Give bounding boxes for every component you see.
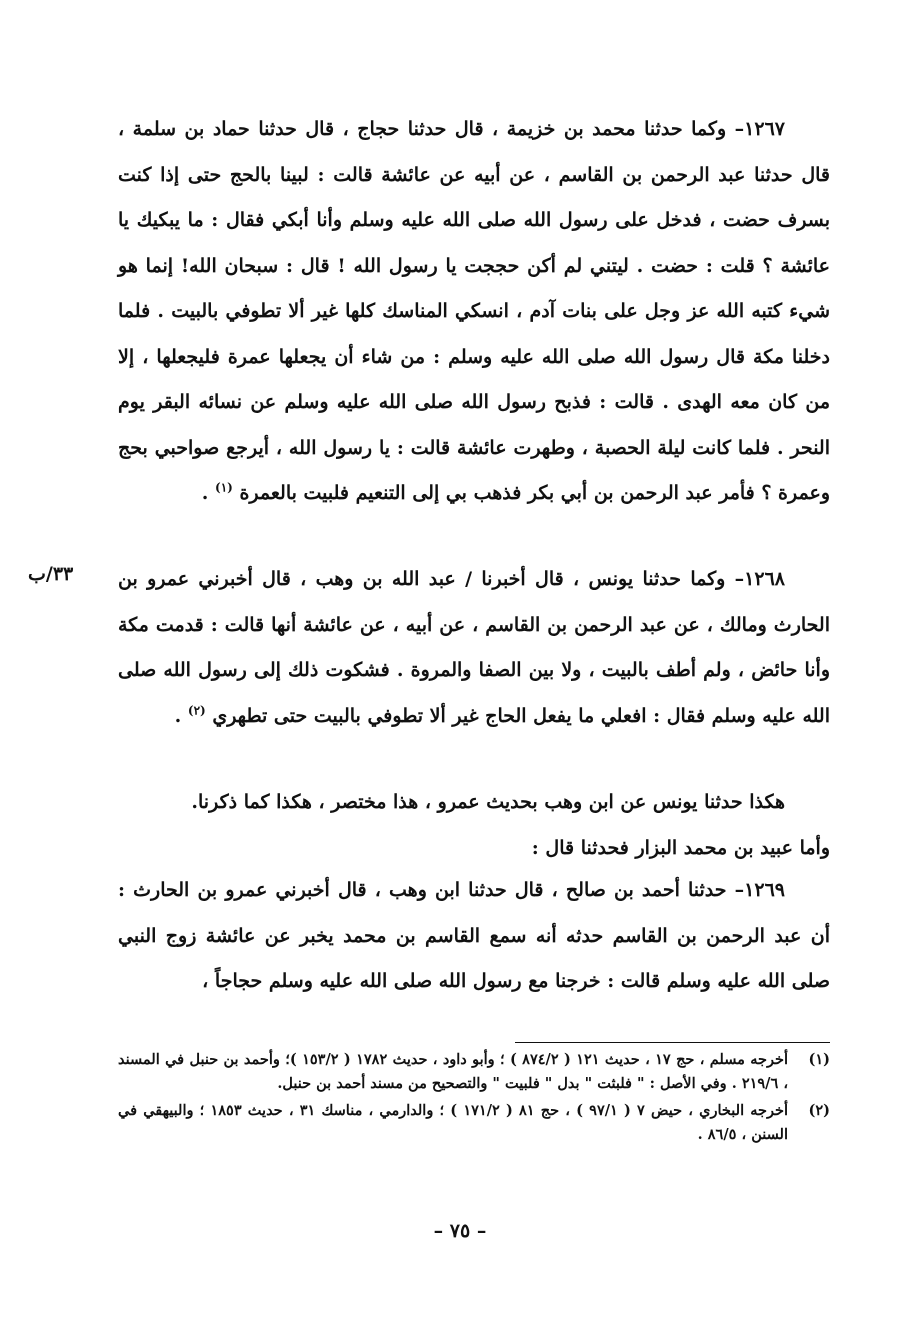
- footnote-mark: (١): [808, 1051, 830, 1068]
- hadith-end: .: [201, 482, 215, 504]
- hadith-1267: [118, 107, 830, 517]
- footnotes: [118, 1048, 830, 1150]
- footnote-2: [118, 1099, 830, 1146]
- hadith-1269: [118, 868, 830, 1005]
- commentary-line-1: هكذا حدثنا يونس عن ابن وهب بحديث عمرو ، هذا مختصر ، هكذا كما ذكرنا.: [191, 791, 785, 813]
- hadith-number: ١٢٦٨–: [734, 568, 785, 590]
- footnote-text: أخرجه مسلم ، حج ١٧ ، حديث ١٢١ ( ٨٧٤/٢ ) ؛ وأبو داود ، حديث ١٧٨٢ ( ١٥٣/٢ )؛ وأحمد بن حنبل في المسند ، ٢١٩/٦ . وفي الأصل : " فلبثت " بدل " فلبيت " والتصحيح من مسند أحمد بن حنبل.: [118, 1051, 788, 1092]
- footnote-reference: (١): [215, 480, 233, 495]
- hadith-number: ١٢٦٩–: [734, 879, 785, 901]
- footnote-text: أخرجه البخاري ، حيض ٧ ( ٩٧/١ ) ، حج ٨١ ( ١٧١/٢ ) ؛ والدارمي ، مناسك ٣١ ، حديث ١٨٥٣ ؛ والبيهقي في السنن ، ٨٦/٥ .: [118, 1102, 789, 1143]
- footnote-mark: (٢): [808, 1102, 830, 1119]
- hadith-text: وكما حدثنا يونس ، قال أخبرنا / عبد الله بن وهب ، قال أخبرني عمرو بن الحارث ومالك ، عن عبد الرحمن بن القاسم ، عن أبيه ، عن عائشة أنها قالت : قدمت مكة وأنا حائض ، ولم أطف بالبيت ، ولا بين الصفا والمروة . فشكوت ذلك إلى رسول الله صلى الله عليه وسلم فقال : افعلي ما يفعل الحاج غير ألا تطوفي بالبيت حتى تطهري: [118, 568, 830, 727]
- page-number: – ٧٥ –: [433, 1220, 487, 1242]
- margin-folio-note: ٣٣/ب: [28, 563, 74, 585]
- hadith-text: حدثنا أحمد بن صالح ، قال حدثنا ابن وهب ، قال أخبرني عمرو بن الحارث : أن عبد الرحمن بن القاسم حدثه أنه سمع القاسم بن محمد يخبر عن عائشة زوج النبي صلى الله عليه وسلم قالت : خرجنا مع رسول الله صلى الله عليه وسلم حجاجاً ،: [118, 879, 830, 992]
- hadith-text: وكما حدثنا محمد بن خزيمة ، قال حدثنا حجاج ، قال حدثنا حماد بن سلمة ، قال حدثنا عبد الرحمن بن القاسم ، عن أبيه عن عائشة قالت : لبينا بالحج حتى إذا كنت بسرف حضت ، فدخل على رسول الله صلى الله عليه وسلم وأنا أبكي فقال : ما يبكيك يا عائشة ؟ قلت : حضت . ليتني لم أكن حججت يا رسول الله ! قال : سبحان الله! إنما هو شيء كتبه الله عز وجل على بنات آدم ، انسكي المناسك كلها غير ألا تطوفي بالبيت . فلما دخلنا مكة قال رسول الله صلى الله عليه وسلم : من شاء أن يجعلها عمرة فليجعلها ، إلا من كان معه الهدى . قالت : فذبح رسول الله صلى الله عليه وسلم عن نسائه البقر يوم النحر . فلما كانت ليلة الحصبة ، وطهرت عائشة قالت : يا رسول الله ، أيرجع صواحبي بحج وعمرة ؟ فأمر عبد الرحمن بن أبي بكر فذهب بي إلى التنعيم فلبيت بالعمرة: [118, 118, 830, 504]
- commentary-line-2: وأما عبيد بن محمد البزار فحدثنا قال :: [531, 836, 830, 859]
- footnote-1: [118, 1048, 830, 1095]
- commentary: [118, 780, 830, 871]
- footnote-separator: [515, 1042, 830, 1043]
- hadith-end: .: [174, 704, 188, 727]
- hadith-number: ١٢٦٧–: [734, 118, 785, 140]
- footnote-reference: (٢): [187, 703, 206, 718]
- hadith-1268: [118, 557, 830, 739]
